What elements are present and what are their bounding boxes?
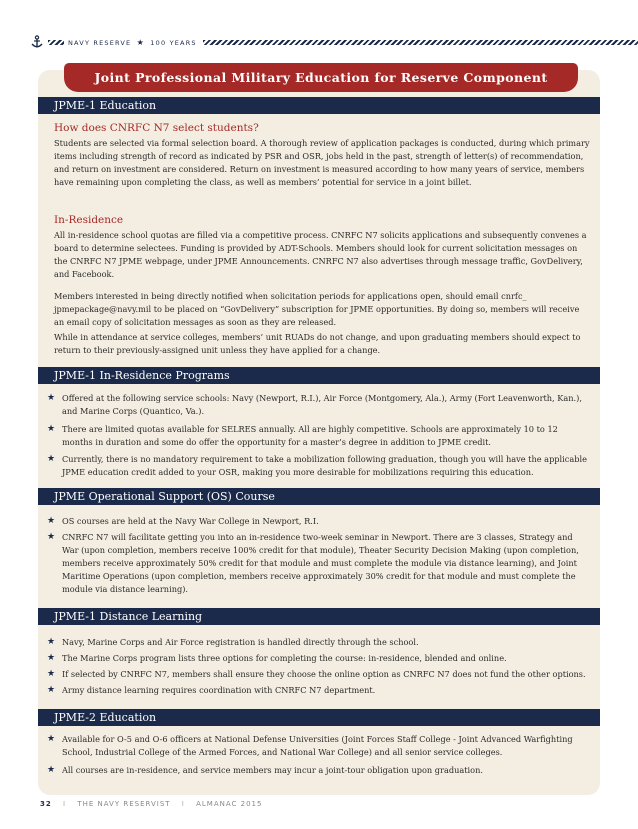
- page-number: 32: [40, 800, 52, 808]
- paragraph-selection: Students are selected via formal selection board. A thorough review of application packages is conducted, during which primary items including strength of record as indicated by PSR and OSR, jobs held in the past, strength of letter(s) of recommendation, and return on investment are considered. Return on investment is measured according to how many years of service, members have remaining upon completing the class, as well as members’ potential for service in a joint billet.: [54, 138, 590, 187]
- star-icon: ★: [136, 37, 146, 47]
- list-item-text: If selected by CNRFC N7, members shall ensure they choose the online option as CNRFC N7 does not fund the other options.: [62, 669, 586, 679]
- list-item: [40, 733, 590, 759]
- star-bullet-icon: ★: [46, 454, 56, 464]
- publication-name: THE NAVY RESERVIST: [77, 800, 171, 808]
- paragraph-in-residence-2: Members interested in being directly notified when solicitation periods for applications open, should email cnrfc_ jpmepackage@navy.mil to be placed on “GovDelivery” subscription for JPME opportunities. By doing so, members will receive an email copy of solicitation messages as soon as they are released.: [54, 291, 580, 327]
- list-item: [40, 636, 590, 649]
- footer-separator: I: [62, 800, 67, 808]
- list-item-text: The Marine Corps program lists three options for completing the course: in-residence, blended and online.: [62, 653, 507, 663]
- section-header-jpme1-education: JPME-1 Education: [38, 97, 600, 114]
- star-bullet-icon: ★: [46, 637, 56, 647]
- publication-edition: ALMANAC 2015: [196, 800, 263, 808]
- masthead-text: [68, 38, 197, 47]
- masthead-years: 100 YEARS: [150, 38, 197, 47]
- star-bullet-icon: ★: [46, 669, 56, 679]
- subheading-selection: How does CNRFC N7 select students?: [54, 122, 259, 134]
- page-title: Joint Professional Military Education for Reserve Component: [64, 63, 578, 92]
- star-bullet-icon: ★: [46, 532, 56, 542]
- list-item: [40, 764, 590, 777]
- section-header-jpme2-education: JPME-2 Education: [38, 709, 600, 726]
- list-item-text: Army distance learning requires coordination with CNRFC N7 department.: [62, 685, 376, 695]
- list-item: [40, 668, 590, 681]
- paragraph-in-residence-3: While in attendance at service colleges, members’ unit RUADs do not change, and upon graduating members should expect to return to their previously-assigned unit unless they have applied for a change.: [54, 332, 581, 355]
- page-footer: [40, 800, 262, 808]
- rope-decoration-left: [48, 40, 64, 45]
- section-header-in-residence-programs: JPME-1 In-Residence Programs: [38, 367, 600, 384]
- list-item-text: All courses are in-residence, and service members may incur a joint-tour obligation upon graduation.: [62, 765, 483, 775]
- masthead-brand: NAVY RESERVE: [68, 38, 132, 47]
- list-item-text: Offered at the following service schools: Navy (Newport, R.I.), Air Force (Montgomery, Ala.), Army (Fort Leavenworth, Kan.), and Marine Corps (Quantico, Va.).: [62, 393, 582, 416]
- section-header-distance-learning: JPME-1 Distance Learning: [38, 608, 600, 625]
- list-item-text: There are limited quotas available for SELRES annually. All are highly competitive. Schools are approximately 10 to 12 months in duration and some do offer the opportunity for a master’s degree in addition to JPME credit.: [62, 424, 558, 447]
- star-bullet-icon: ★: [46, 653, 56, 663]
- masthead-bar: [30, 36, 638, 48]
- footer-separator: I: [181, 800, 185, 808]
- section-header-os-course: JPME Operational Support (OS) Course: [38, 488, 600, 505]
- paragraph-in-residence-1: All in-residence school quotas are filled via a competitive process. CNRFC N7 solicits applications and subsequently convenes a board to determine selectees. Funding is provided by ADT-Schools. Members should look for current solicitation messages on the CNRFC N7 JPME webpage, under JPME Announcements. CNRFC N7 also advertises through message traffic, GovDelivery, and Facebook.: [54, 230, 587, 279]
- subheading-in-residence: In-Residence: [54, 214, 124, 226]
- list-item: [40, 392, 590, 418]
- anchor-icon: [30, 35, 44, 49]
- star-bullet-icon: ★: [46, 685, 56, 695]
- list-item: [40, 531, 590, 596]
- star-bullet-icon: ★: [46, 765, 56, 775]
- list-item: [40, 652, 590, 665]
- list-item-text: Available for O-5 and O-6 officers at National Defense Universities (Joint Forces Staff College - Joint Advanced Warfighting School, Industrial College of the Armed Forces, and National War College) and all senior service colleges.: [62, 734, 573, 757]
- list-item: [40, 423, 590, 449]
- star-bullet-icon: ★: [46, 516, 56, 526]
- star-bullet-icon: ★: [46, 734, 56, 744]
- star-bullet-icon: ★: [46, 393, 56, 403]
- list-item-text: CNRFC N7 will facilitate getting you into an in-residence two-week seminar in Newport. There are 3 classes, Strategy and War (upon completion, members receive 100% credit for that module), Theater Security Decision Making (upon completion, members receive approximately 50% credit for that module and must complete the module via distance learning), and Joint Maritime Operations (upon completion, members receive approximately 30% credit for that module and must complete the module via distance learning).: [62, 532, 579, 594]
- list-item: [40, 453, 590, 479]
- star-bullet-icon: ★: [46, 424, 56, 434]
- list-item-text: Currently, there is no mandatory requirement to take a mobilization following graduation, though you will have the applicable JPME education credit added to your OSR, making you more desirable for mobilizations requiring this education.: [62, 454, 587, 477]
- list-item: [40, 515, 590, 528]
- list-item-text: OS courses are held at the Navy War College in Newport, R.I.: [62, 516, 319, 526]
- rope-decoration: [203, 40, 638, 45]
- list-item-text: Navy, Marine Corps and Air Force registration is handled directly through the school.: [62, 637, 419, 647]
- list-item: [40, 684, 590, 697]
